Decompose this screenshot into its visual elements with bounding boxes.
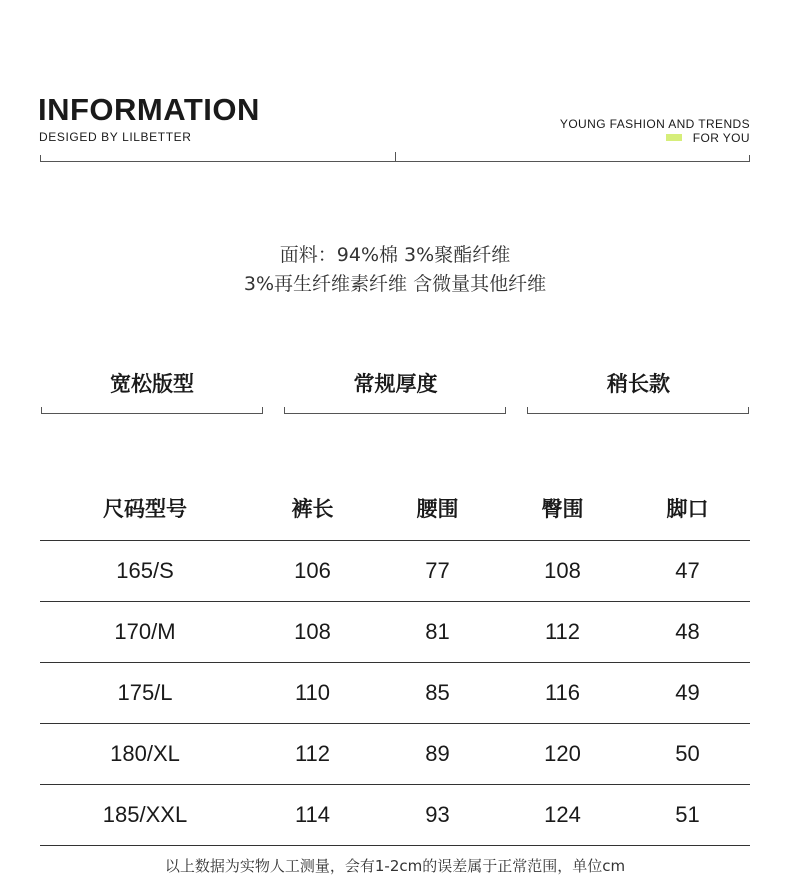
cell-hem: 50 bbox=[625, 724, 750, 785]
tagline-line-2: FOR YOU bbox=[692, 131, 750, 145]
fabric-composition-line-1: 面料：94%棉 3%聚酯纤维 bbox=[279, 244, 511, 266]
feature-length-bracket bbox=[527, 407, 749, 414]
table-row bbox=[40, 785, 750, 846]
cell-hip: 108 bbox=[500, 541, 625, 602]
measurement-note: 以上数据为实物人工测量，会有1-2cm的误差属于正常范围，单位cm bbox=[164, 857, 626, 875]
cell-size: 165/S bbox=[40, 541, 250, 602]
cell-hem: 49 bbox=[625, 663, 750, 724]
cell-hem: 51 bbox=[625, 785, 750, 846]
cell-waist: 81 bbox=[375, 602, 500, 663]
cell-size: 185/XXL bbox=[40, 785, 250, 846]
designer-subtitle: DESIGED BY LILBETTER bbox=[39, 130, 192, 144]
cell-hip: 116 bbox=[500, 663, 625, 724]
cell-pants-length: 114 bbox=[250, 785, 375, 846]
table-row bbox=[40, 602, 750, 663]
cell-size: 175/L bbox=[40, 663, 250, 724]
cell-pants-length: 112 bbox=[250, 724, 375, 785]
header-waist: 腰围 bbox=[416, 497, 459, 521]
feature-fit: 宽松版型 bbox=[110, 372, 194, 396]
cell-hem: 47 bbox=[625, 541, 750, 602]
cell-hip: 120 bbox=[500, 724, 625, 785]
table-row bbox=[40, 541, 750, 602]
table-row bbox=[40, 724, 750, 785]
header-divider-tick bbox=[395, 152, 396, 162]
header-pants-length: 裤长 bbox=[291, 497, 334, 521]
cell-pants-length: 108 bbox=[250, 602, 375, 663]
accent-bar bbox=[666, 134, 682, 141]
header-size: 尺码型号 bbox=[103, 497, 187, 521]
cell-pants-length: 110 bbox=[250, 663, 375, 724]
cell-size: 180/XL bbox=[40, 724, 250, 785]
fabric-composition-line-2: 3%再生纤维素纤维 含微量其他纤维 bbox=[243, 273, 547, 295]
feature-fit-bracket bbox=[41, 407, 263, 414]
feature-thickness: 常规厚度 bbox=[353, 372, 438, 396]
table-row bbox=[40, 663, 750, 724]
cell-waist: 89 bbox=[375, 724, 500, 785]
header-hip: 臀围 bbox=[541, 497, 584, 521]
tagline-line-1: YOUNG FASHION AND TRENDS bbox=[559, 117, 750, 131]
header-hem: 脚口 bbox=[666, 497, 709, 521]
cell-hip: 112 bbox=[500, 602, 625, 663]
cell-waist: 77 bbox=[375, 541, 500, 602]
cell-size: 170/M bbox=[40, 602, 250, 663]
size-table bbox=[40, 476, 750, 846]
cell-waist: 93 bbox=[375, 785, 500, 846]
page-title: INFORMATION bbox=[38, 92, 260, 127]
size-table-header-row bbox=[40, 476, 750, 541]
feature-thickness-bracket bbox=[284, 407, 506, 414]
feature-length: 稍长款 bbox=[607, 372, 670, 396]
cell-hip: 124 bbox=[500, 785, 625, 846]
cell-hem: 48 bbox=[625, 602, 750, 663]
cell-waist: 85 bbox=[375, 663, 500, 724]
cell-pants-length: 106 bbox=[250, 541, 375, 602]
